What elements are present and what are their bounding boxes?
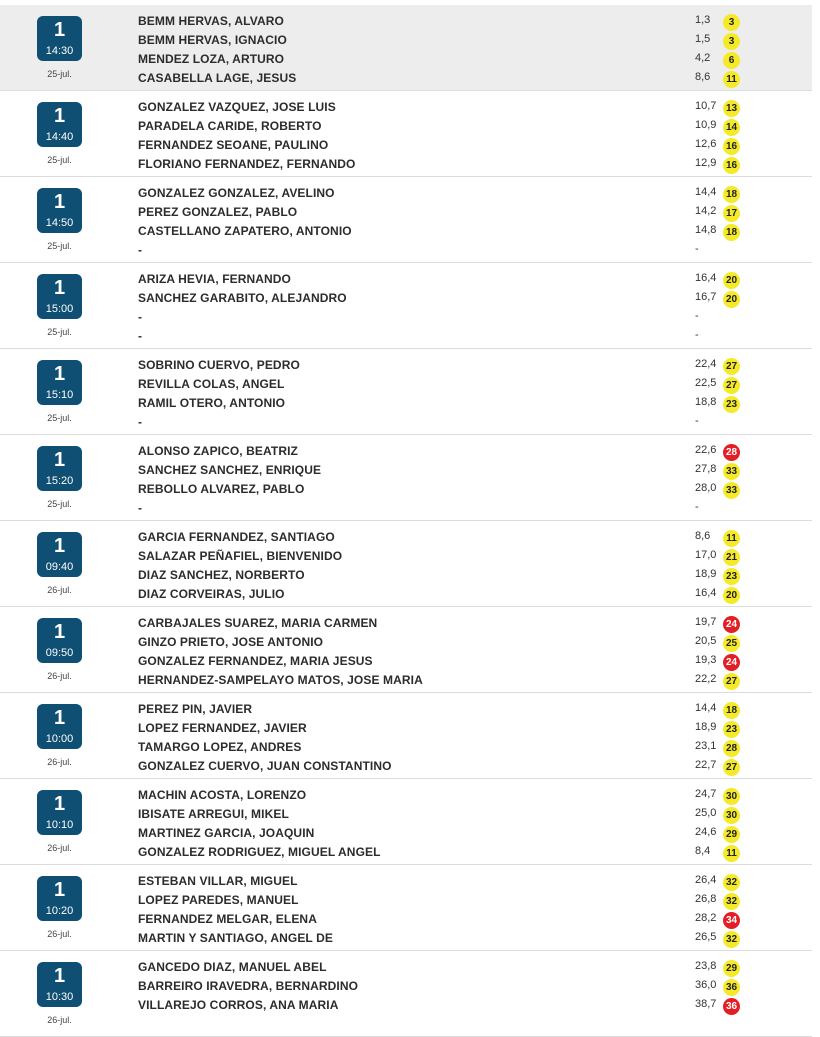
- player-name: -: [138, 310, 143, 324]
- tee-date: 25-jul.: [47, 155, 72, 165]
- playing-handicap-badge: 14: [723, 119, 740, 136]
- player-list: [138, 356, 812, 432]
- tee-time-group: [0, 177, 812, 263]
- tee-time: 15:10: [45, 389, 74, 401]
- player-list: [138, 184, 812, 260]
- player-name: BEMM HERVAS, ALVARO: [138, 14, 284, 28]
- player-list: [138, 700, 812, 776]
- handicap-index: 16,7: [695, 291, 717, 303]
- player-row: [138, 117, 812, 136]
- player-list: [138, 958, 812, 1015]
- player-name: FERNANDEZ SEOANE, PAULINO: [138, 138, 329, 152]
- player-name: PARADELA CARIDE, ROBERTO: [138, 119, 322, 133]
- tee-time: 14:30: [45, 45, 74, 57]
- tee-time-badge[interactable]: [37, 274, 82, 319]
- playing-handicap-badge: 30: [723, 807, 740, 824]
- playing-handicap-badge: 28: [723, 444, 740, 461]
- player-row: [138, 327, 812, 346]
- player-row: [138, 136, 812, 155]
- handicap-index: 10,7: [695, 100, 717, 112]
- player-row: [138, 308, 812, 327]
- handicap-index: 20,5: [695, 635, 717, 647]
- tee-date: 26-jul.: [47, 929, 72, 939]
- player-name: -: [138, 329, 143, 343]
- player-row: [138, 184, 812, 203]
- handicap-index: 26,5: [695, 931, 717, 943]
- player-row: [138, 671, 812, 690]
- playing-handicap-badge: 18: [723, 702, 740, 719]
- tee-time-badge[interactable]: [37, 16, 82, 61]
- handicap-index: 22,4: [695, 358, 717, 370]
- player-list: [138, 442, 812, 518]
- hole-number: 1: [53, 191, 66, 213]
- handicap-index: 22,7: [695, 759, 717, 771]
- tee-time-badge[interactable]: [37, 446, 82, 491]
- handicap-index: -: [695, 310, 699, 322]
- player-row: [138, 69, 812, 88]
- hole-number: 1: [53, 105, 66, 127]
- player-row: [138, 356, 812, 375]
- tee-time-badge[interactable]: [37, 102, 82, 147]
- handicap-index: 14,8: [695, 224, 717, 236]
- player-name: SOBRINO CUERVO, PEDRO: [138, 358, 300, 372]
- tee-time-group: [0, 521, 812, 607]
- handicap-index: 18,9: [695, 568, 717, 580]
- playing-handicap-badge: 32: [723, 893, 740, 910]
- tee-time-group: [0, 779, 812, 865]
- playing-handicap-badge: 36: [723, 998, 740, 1015]
- player-row: [138, 12, 812, 31]
- player-name: FLORIANO FERNANDEZ, FERNANDO: [138, 157, 356, 171]
- handicap-index: 38,7: [695, 998, 717, 1010]
- player-row: [138, 413, 812, 432]
- player-row: [138, 872, 812, 891]
- tee-time-group: [0, 5, 812, 91]
- playing-handicap-badge: 11: [723, 71, 740, 88]
- handicap-index: 19,7: [695, 616, 717, 628]
- player-name: -: [138, 243, 143, 257]
- tee-time: 09:40: [45, 561, 74, 573]
- player-name: GANCEDO DIAZ, MANUEL ABEL: [138, 960, 327, 974]
- hole-number: 1: [53, 535, 66, 557]
- playing-handicap-badge: 16: [723, 138, 740, 155]
- player-list: [138, 12, 812, 88]
- handicap-index: 18,9: [695, 721, 717, 733]
- player-row: [138, 375, 812, 394]
- tee-date: 25-jul.: [47, 327, 72, 337]
- handicap-index: 12,9: [695, 157, 717, 169]
- playing-handicap-badge: 11: [723, 530, 740, 547]
- playing-handicap-badge: 27: [723, 673, 740, 690]
- player-row: [138, 155, 812, 174]
- tee-time: 10:00: [45, 733, 74, 745]
- handicap-index: 12,6: [695, 138, 717, 150]
- playing-handicap-badge: 36: [723, 979, 740, 996]
- player-row: [138, 442, 812, 461]
- tee-date: 26-jul.: [47, 1015, 72, 1025]
- handicap-index: 25,0: [695, 807, 717, 819]
- player-row: [138, 31, 812, 50]
- player-name: GINZO PRIETO, JOSE ANTONIO: [138, 635, 324, 649]
- handicap-index: 8,4: [695, 845, 711, 857]
- tee-time-group: [0, 435, 812, 521]
- hole-number: 1: [53, 707, 66, 729]
- player-name: SALAZAR PEÑAFIEL, BIENVENIDO: [138, 549, 343, 563]
- player-list: [138, 270, 812, 346]
- tee-date: 25-jul.: [47, 69, 72, 79]
- player-row: [138, 757, 812, 776]
- player-row: [138, 614, 812, 633]
- hole-number: 1: [53, 277, 66, 299]
- player-row: [138, 929, 812, 948]
- hole-number: 1: [53, 19, 66, 41]
- tee-time-badge[interactable]: [37, 790, 82, 835]
- playing-handicap-badge: 24: [723, 616, 740, 633]
- tee-time-badge[interactable]: [37, 188, 82, 233]
- playing-handicap-badge: 33: [723, 482, 740, 499]
- tee-time-badge[interactable]: [37, 962, 82, 1007]
- player-list: [138, 528, 812, 604]
- tee-date: 26-jul.: [47, 757, 72, 767]
- playing-handicap-badge: 21: [723, 549, 740, 566]
- tee-time: 15:00: [45, 303, 74, 315]
- player-name: RAMIL OTERO, ANTONIO: [138, 396, 286, 410]
- handicap-index: -: [695, 415, 699, 427]
- playing-handicap-badge: 13: [723, 100, 740, 117]
- player-name: PEREZ PIN, JAVIER: [138, 702, 253, 716]
- hole-number: 1: [53, 879, 66, 901]
- player-name: CASABELLA LAGE, JESUS: [138, 71, 297, 85]
- player-name: TAMARGO LOPEZ, ANDRES: [138, 740, 302, 754]
- player-name: GONZALEZ CUERVO, JUAN CONSTANTINO: [138, 759, 392, 773]
- hole-number: 1: [53, 965, 66, 987]
- handicap-index: 36,0: [695, 979, 717, 991]
- handicap-index: 24,6: [695, 826, 717, 838]
- player-row: [138, 700, 812, 719]
- playing-handicap-badge: 25: [723, 635, 740, 652]
- player-name: -: [138, 501, 143, 515]
- handicap-index: 23,1: [695, 740, 717, 752]
- player-row: [138, 633, 812, 652]
- handicap-index: 14,2: [695, 205, 717, 217]
- tee-date: 26-jul.: [47, 585, 72, 595]
- playing-handicap-badge: 23: [723, 396, 740, 413]
- player-row: [138, 652, 812, 671]
- tee-time-group: [0, 951, 812, 1037]
- player-name: ALONSO ZAPICO, BEATRIZ: [138, 444, 298, 458]
- tee-time-group: [0, 263, 812, 349]
- tee-time: 10:20: [45, 905, 74, 917]
- playing-handicap-badge: 30: [723, 788, 740, 805]
- player-name: MENDEZ LOZA, ARTURO: [138, 52, 285, 66]
- player-row: [138, 499, 812, 518]
- tee-date: 26-jul.: [47, 843, 72, 853]
- player-row: [138, 786, 812, 805]
- player-name: REVILLA COLAS, ANGEL: [138, 377, 285, 391]
- player-row: [138, 241, 812, 260]
- handicap-index: 8,6: [695, 71, 711, 83]
- handicap-index: -: [695, 501, 699, 513]
- player-row: [138, 270, 812, 289]
- playing-handicap-badge: 6: [723, 52, 740, 69]
- handicap-index: 24,7: [695, 788, 717, 800]
- player-name: ESTEBAN VILLAR, MIGUEL: [138, 874, 298, 888]
- player-name: CARBAJALES SUAREZ, MARIA CARMEN: [138, 616, 378, 630]
- handicap-index: 22,6: [695, 444, 717, 456]
- playing-handicap-badge: 27: [723, 377, 740, 394]
- tee-time-group: [0, 607, 812, 693]
- playing-handicap-badge: 18: [723, 224, 740, 241]
- handicap-index: 1,3: [695, 14, 711, 26]
- playing-handicap-badge: 20: [723, 587, 740, 604]
- player-name: LOPEZ FERNANDEZ, JAVIER: [138, 721, 307, 735]
- player-row: [138, 824, 812, 843]
- player-name: GARCIA FERNANDEZ, SANTIAGO: [138, 530, 335, 544]
- player-row: [138, 480, 812, 499]
- player-list: [138, 614, 812, 690]
- player-name: GONZALEZ VAZQUEZ, JOSE LUIS: [138, 100, 336, 114]
- handicap-index: 26,4: [695, 874, 717, 886]
- tee-times-list: [0, 5, 812, 1037]
- tee-time: 15:20: [45, 475, 74, 487]
- tee-time: 09:50: [45, 647, 74, 659]
- player-row: [138, 910, 812, 929]
- player-name: MARTINEZ GARCIA, JOAQUIN: [138, 826, 315, 840]
- player-list: [138, 786, 812, 862]
- player-name: -: [138, 415, 143, 429]
- playing-handicap-badge: 11: [723, 845, 740, 862]
- player-row: [138, 50, 812, 69]
- player-name: IBISATE ARREGUI, MIKEL: [138, 807, 289, 821]
- player-row: [138, 719, 812, 738]
- playing-handicap-badge: 32: [723, 874, 740, 891]
- player-row: [138, 891, 812, 910]
- handicap-index: 27,8: [695, 463, 717, 475]
- hole-number: 1: [53, 449, 66, 471]
- playing-handicap-badge: 20: [723, 291, 740, 308]
- player-row: [138, 738, 812, 757]
- player-name: GONZALEZ RODRIGUEZ, MIGUEL ANGEL: [138, 845, 381, 859]
- playing-handicap-badge: 24: [723, 654, 740, 671]
- player-row: [138, 547, 812, 566]
- player-name: ARIZA HEVIA, FERNANDO: [138, 272, 291, 286]
- player-name: REBOLLO ALVAREZ, PABLO: [138, 482, 305, 496]
- handicap-index: 14,4: [695, 186, 717, 198]
- tee-time-badge[interactable]: [37, 618, 82, 663]
- player-row: [138, 805, 812, 824]
- player-row: [138, 566, 812, 585]
- tee-date: 26-jul.: [47, 671, 72, 681]
- player-row: [138, 394, 812, 413]
- tee-time: 14:40: [45, 131, 74, 143]
- player-row: [138, 222, 812, 241]
- tee-time: 10:10: [45, 819, 74, 831]
- player-name: SANCHEZ SANCHEZ, ENRIQUE: [138, 463, 322, 477]
- player-row: [138, 203, 812, 222]
- playing-handicap-badge: 23: [723, 721, 740, 738]
- playing-handicap-badge: 16: [723, 157, 740, 174]
- tee-date: 25-jul.: [47, 241, 72, 251]
- handicap-index: 19,3: [695, 654, 717, 666]
- playing-handicap-badge: 23: [723, 568, 740, 585]
- player-row: [138, 528, 812, 547]
- player-name: MACHIN ACOSTA, LORENZO: [138, 788, 307, 802]
- player-list: [138, 872, 812, 948]
- handicap-index: 26,8: [695, 893, 717, 905]
- tee-time-badge[interactable]: [37, 532, 82, 577]
- tee-time-badge[interactable]: [37, 360, 82, 405]
- player-name: BARREIRO IRAVEDRA, BERNARDINO: [138, 979, 359, 993]
- player-row: [138, 289, 812, 308]
- handicap-index: 17,0: [695, 549, 717, 561]
- player-row: [138, 461, 812, 480]
- handicap-index: 1,5: [695, 33, 711, 45]
- handicap-index: 4,2: [695, 52, 711, 64]
- tee-time-group: [0, 349, 812, 435]
- player-name: GONZALEZ FERNANDEZ, MARIA JESUS: [138, 654, 373, 668]
- tee-time-badge[interactable]: [37, 704, 82, 749]
- hole-number: 1: [53, 621, 66, 643]
- player-name: VILLAREJO CORROS, ANA MARIA: [138, 998, 339, 1012]
- player-row: [138, 977, 812, 996]
- player-name: CASTELLANO ZAPATERO, ANTONIO: [138, 224, 352, 238]
- player-name: BEMM HERVAS, IGNACIO: [138, 33, 287, 47]
- handicap-index: -: [695, 243, 699, 255]
- tee-time: 14:50: [45, 217, 74, 229]
- hole-number: 1: [53, 793, 66, 815]
- player-row: [138, 958, 812, 977]
- tee-time-badge[interactable]: [37, 876, 82, 921]
- tee-time-group: [0, 865, 812, 951]
- player-name: MARTIN Y SANTIAGO, ANGEL DE: [138, 931, 333, 945]
- tee-time-group: [0, 693, 812, 779]
- player-name: HERNANDEZ-SAMPELAYO MATOS, JOSE MARIA: [138, 673, 423, 687]
- playing-handicap-badge: 3: [723, 14, 740, 31]
- player-row: [138, 585, 812, 604]
- handicap-index: -: [695, 329, 699, 341]
- playing-handicap-badge: 33: [723, 463, 740, 480]
- playing-handicap-badge: 20: [723, 272, 740, 289]
- playing-handicap-badge: 3: [723, 33, 740, 50]
- handicap-index: 28,0: [695, 482, 717, 494]
- playing-handicap-badge: 32: [723, 931, 740, 948]
- playing-handicap-badge: 34: [723, 912, 740, 929]
- playing-handicap-badge: 18: [723, 186, 740, 203]
- playing-handicap-badge: 29: [723, 826, 740, 843]
- playing-handicap-badge: 17: [723, 205, 740, 222]
- handicap-index: 16,4: [695, 587, 717, 599]
- handicap-index: 10,9: [695, 119, 717, 131]
- handicap-index: 22,5: [695, 377, 717, 389]
- playing-handicap-badge: 27: [723, 358, 740, 375]
- tee-date: 25-jul.: [47, 413, 72, 423]
- playing-handicap-badge: 29: [723, 960, 740, 977]
- tee-time: 10:30: [45, 991, 74, 1003]
- player-name: SANCHEZ GARABITO, ALEJANDRO: [138, 291, 347, 305]
- player-name: LOPEZ PAREDES, MANUEL: [138, 893, 299, 907]
- player-name: DIAZ CORVEIRAS, JULIO: [138, 587, 285, 601]
- player-name: GONZALEZ GONZALEZ, AVELINO: [138, 186, 335, 200]
- handicap-index: 18,8: [695, 396, 717, 408]
- player-row: [138, 843, 812, 862]
- handicap-index: 16,4: [695, 272, 717, 284]
- playing-handicap-badge: 28: [723, 740, 740, 757]
- handicap-index: 22,2: [695, 673, 717, 685]
- player-name: FERNANDEZ MELGAR, ELENA: [138, 912, 317, 926]
- tee-date: 25-jul.: [47, 499, 72, 509]
- handicap-index: 28,2: [695, 912, 717, 924]
- player-row: [138, 98, 812, 117]
- tee-time-group: [0, 91, 812, 177]
- player-row: [138, 996, 812, 1015]
- handicap-index: 23,8: [695, 960, 717, 972]
- hole-number: 1: [53, 363, 66, 385]
- handicap-index: 14,4: [695, 702, 717, 714]
- player-list: [138, 98, 812, 174]
- player-name: DIAZ SANCHEZ, NORBERTO: [138, 568, 305, 582]
- player-name: PEREZ GONZALEZ, PABLO: [138, 205, 298, 219]
- playing-handicap-badge: 27: [723, 759, 740, 776]
- handicap-index: 8,6: [695, 530, 711, 542]
